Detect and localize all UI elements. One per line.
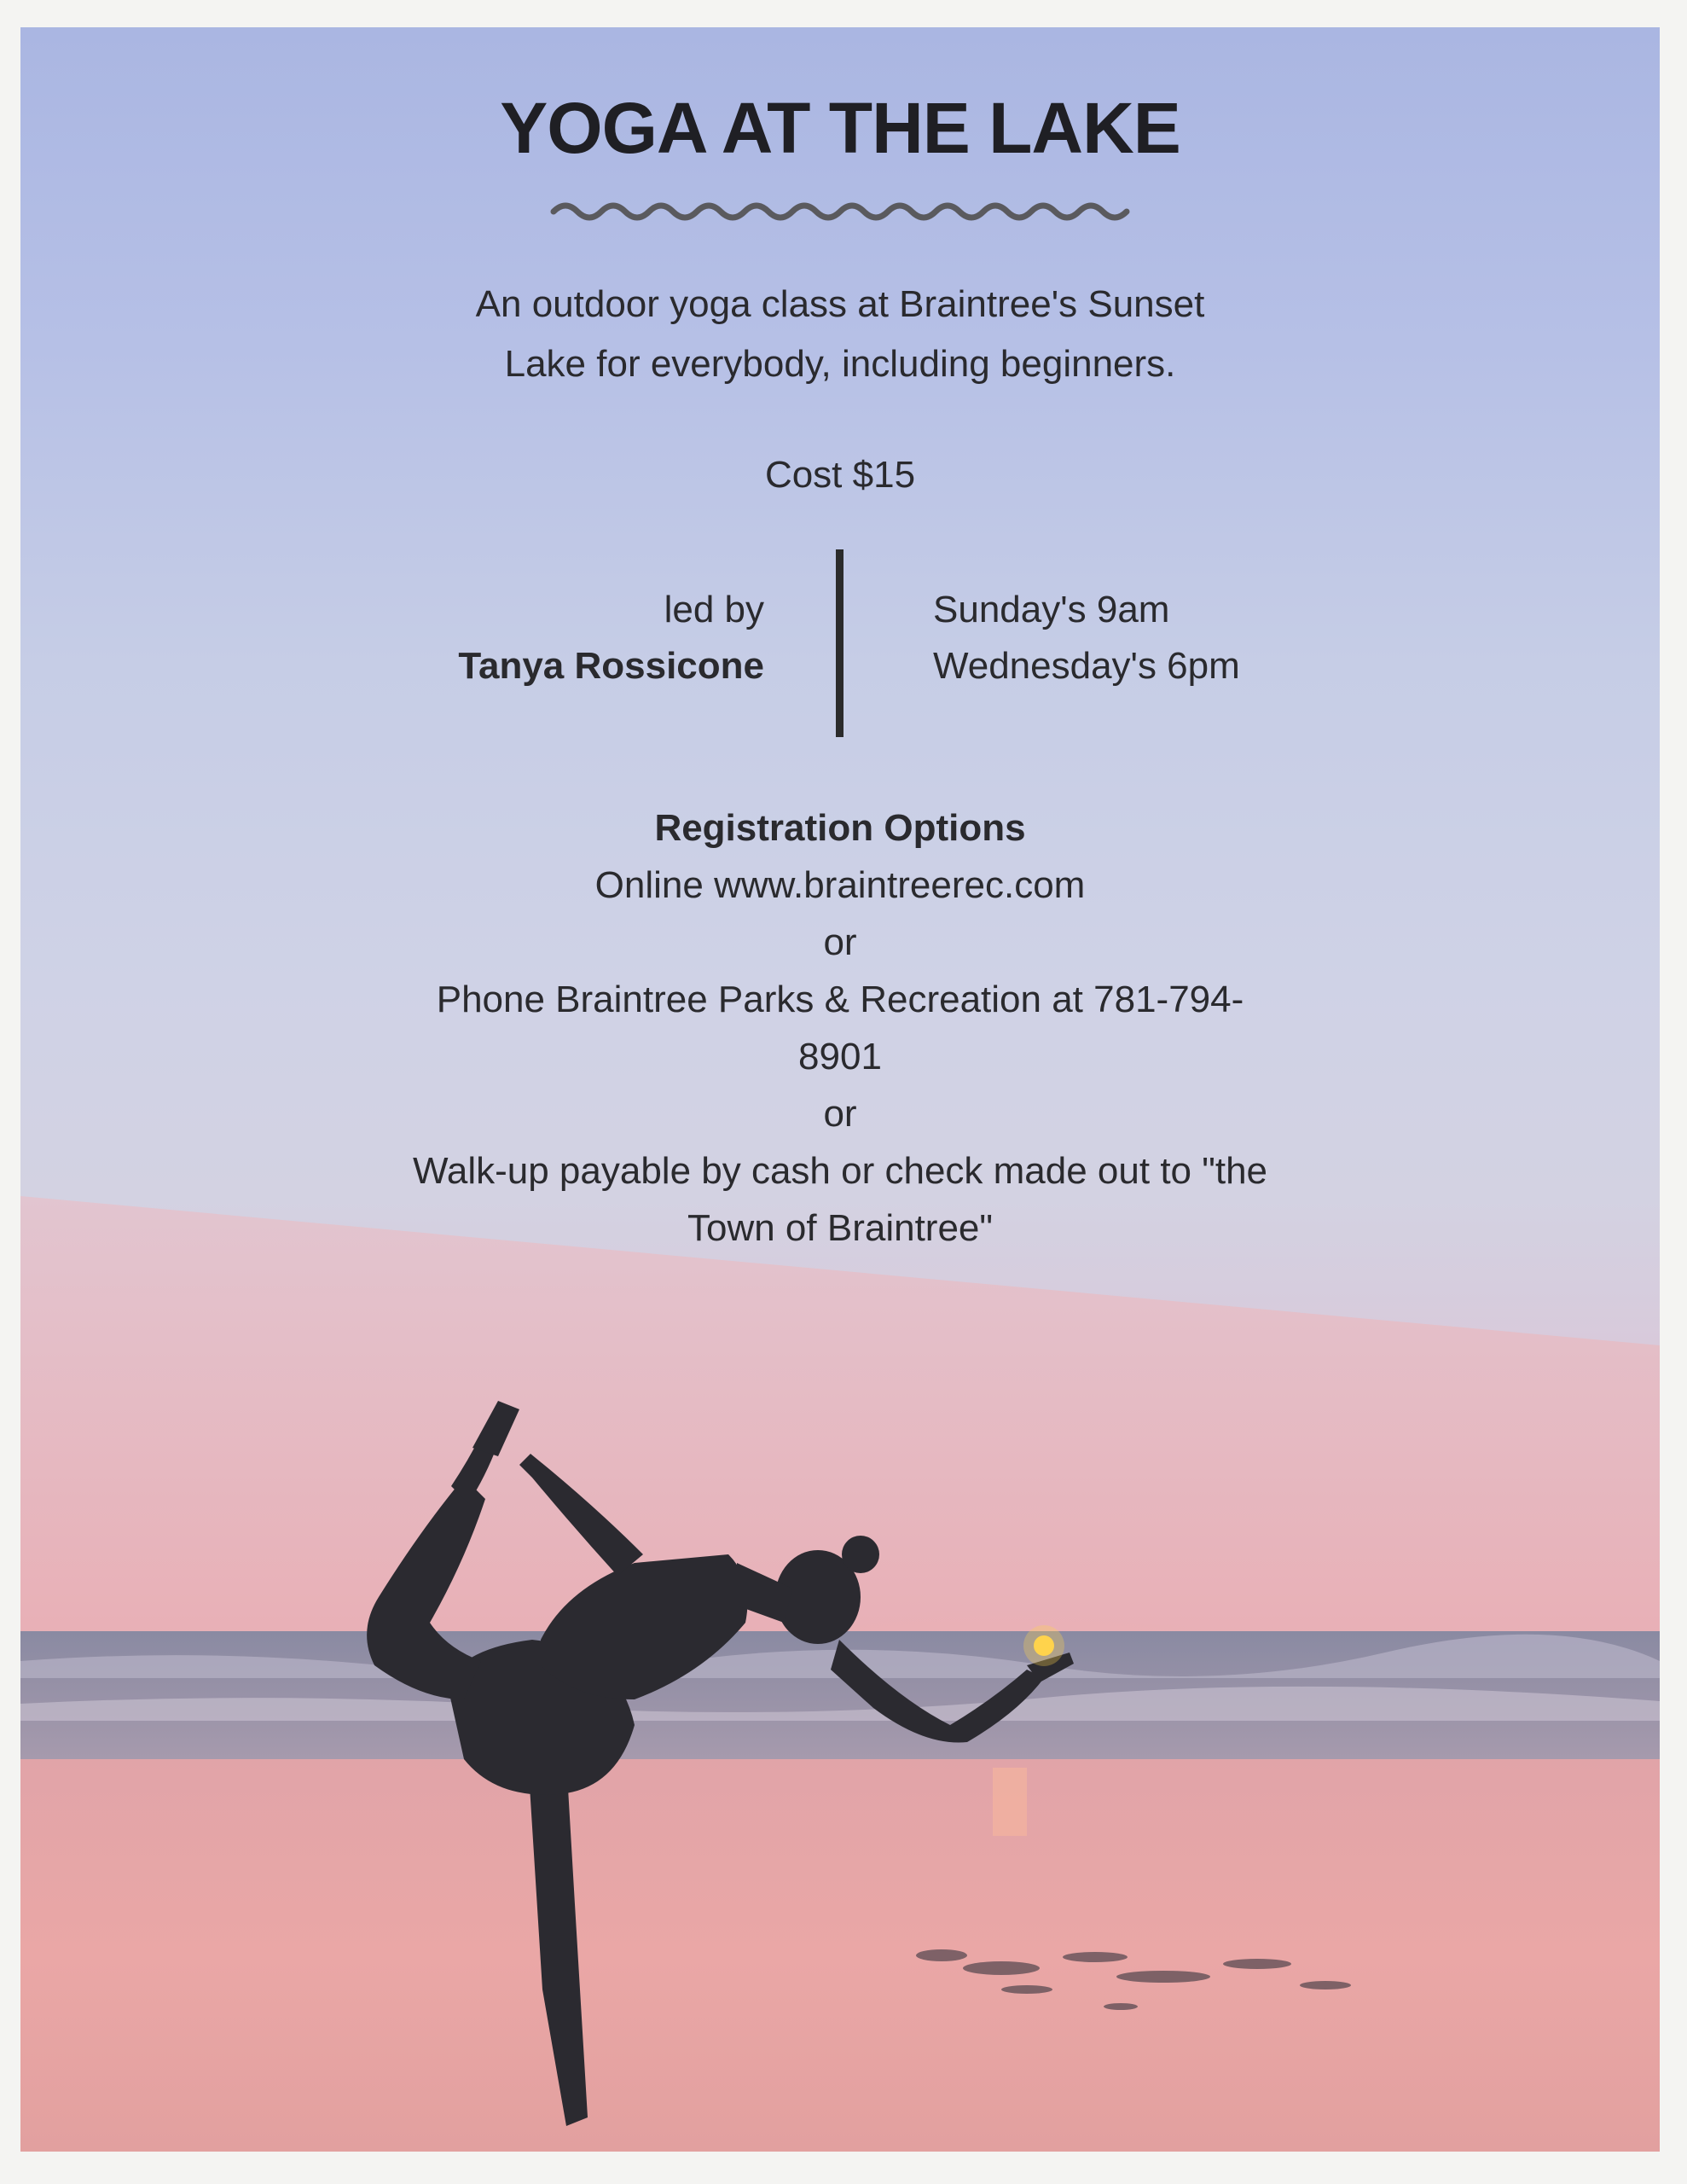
vertical-divider [836,549,844,737]
registration-options [242,799,1438,1257]
registration-phone-line-2: 8901 [798,1036,882,1077]
description-line-2: Lake for everybody, including beginners. [504,343,1176,385]
schedule-block [933,582,1240,694]
registration-phone-line-1: Phone Braintree Parks & Recreation at 781-794- [436,979,1244,1020]
instructor-block [458,582,764,694]
registration-online: Online www.braintreerec.com [594,864,1086,906]
schedule-item: Sunday's 9am [933,589,1170,630]
schedule-item: Wednesday's 6pm [933,645,1240,687]
flyer-title: YOGA AT THE LAKE [500,88,1180,168]
class-description [328,275,1352,394]
description-line-1: An outdoor yoga class at Braintree's Sunset [475,283,1205,325]
registration-heading: Registration Options [654,807,1026,849]
cost-label: Cost $15 [764,454,916,496]
registration-or: or [823,921,857,963]
registration-walkup-line-1: Walk-up payable by cash or check made out to "the [412,1150,1268,1192]
flyer [20,27,1660,2152]
wavy-divider-icon [549,195,1146,229]
instructor-name: Tanya Rossicone [458,645,764,687]
led-by-label: led by [664,589,764,630]
registration-walkup-line-2: Town of Braintree" [687,1207,993,1249]
registration-or: or [823,1093,857,1135]
